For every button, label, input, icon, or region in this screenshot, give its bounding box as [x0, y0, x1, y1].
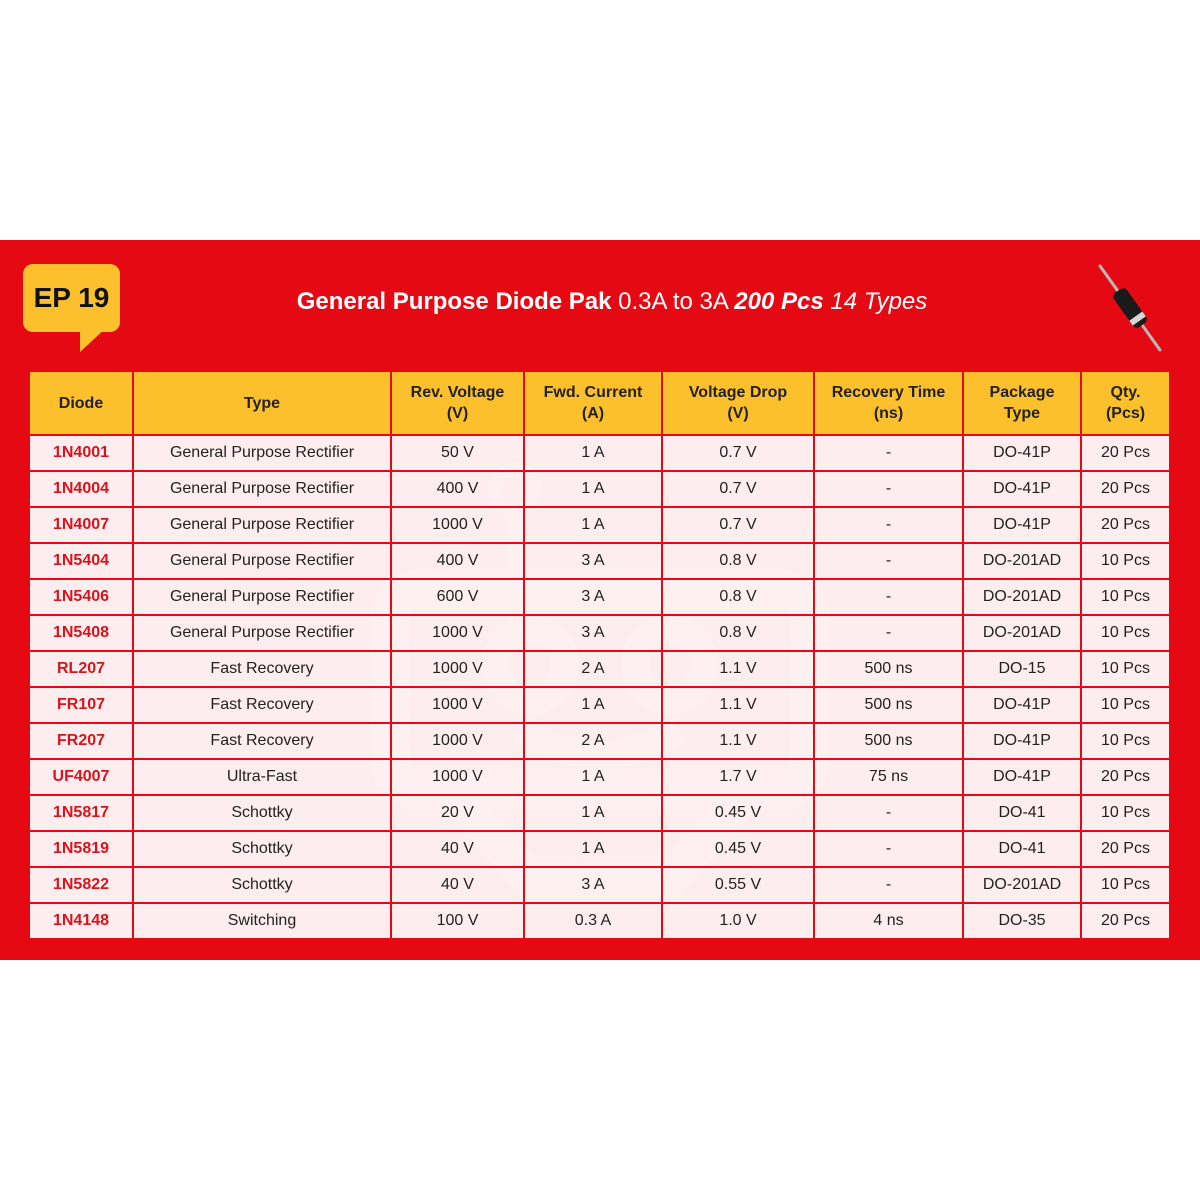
header-line-1: Type — [243, 394, 281, 412]
header-line-1: Rev. Voltage — [410, 384, 505, 401]
title-product-name: General Purpose Diode Pak — [296, 288, 612, 315]
voltage-drop-cell: 0.45 V — [662, 831, 814, 867]
voltage-drop-cell: 0.55 V — [662, 867, 814, 903]
diode-cell: FR207 — [29, 723, 133, 759]
table-row — [29, 687, 1170, 723]
diode-cell: 1N4004 — [29, 471, 133, 507]
fwd-current-cell: 1 A — [524, 759, 662, 795]
package-type-cell: DO-35 — [963, 903, 1081, 939]
diode-cell: RL207 — [29, 651, 133, 687]
recovery-time-cell: - — [814, 543, 963, 579]
package-type-cell: DO-41P — [963, 435, 1081, 471]
rev-voltage-cell: 400 V — [391, 471, 524, 507]
package-type-cell: DO-41P — [963, 471, 1081, 507]
rev-voltage-cell: 1000 V — [391, 759, 524, 795]
title-current-range: 0.3A to 3A — [611, 288, 735, 315]
header-line-2: (ns) — [873, 405, 904, 422]
voltage-drop-cell: 1.1 V — [662, 723, 814, 759]
qty-cell: 20 Pcs — [1081, 831, 1170, 867]
type-cell: General Purpose Rectifier — [133, 471, 391, 507]
table-row — [29, 435, 1170, 471]
fwd-current-cell: 3 A — [524, 579, 662, 615]
voltage-drop-cell: 1.0 V — [662, 903, 814, 939]
fwd-current-cell: 1 A — [524, 687, 662, 723]
voltage-drop-cell: 0.45 V — [662, 795, 814, 831]
type-cell: Schottky — [133, 795, 391, 831]
diode-cell: UF4007 — [29, 759, 133, 795]
recovery-time-cell: 4 ns — [814, 903, 963, 939]
fwd-current-cell: 1 A — [524, 471, 662, 507]
rev-voltage-cell: 1000 V — [391, 507, 524, 543]
qty-cell: 20 Pcs — [1081, 435, 1170, 471]
type-cell: General Purpose Rectifier — [133, 579, 391, 615]
table-row — [29, 867, 1170, 903]
type-cell: General Purpose Rectifier — [133, 615, 391, 651]
header-diode — [29, 371, 133, 435]
fwd-current-cell: 2 A — [524, 723, 662, 759]
fwd-current-cell: 3 A — [524, 615, 662, 651]
type-cell: General Purpose Rectifier — [133, 543, 391, 579]
table-row — [29, 507, 1170, 543]
table-row — [29, 795, 1170, 831]
voltage-drop-cell: 1.1 V — [662, 651, 814, 687]
diode-component-icon — [1092, 262, 1168, 354]
qty-cell: 20 Pcs — [1081, 759, 1170, 795]
table-row — [29, 651, 1170, 687]
package-type-cell: DO-201AD — [963, 579, 1081, 615]
rev-voltage-cell: 20 V — [391, 795, 524, 831]
diode-cell: 1N5404 — [29, 543, 133, 579]
fwd-current-cell: 0.3 A — [524, 903, 662, 939]
qty-cell: 10 Pcs — [1081, 795, 1170, 831]
voltage-drop-cell: 0.7 V — [662, 471, 814, 507]
recovery-time-cell: - — [814, 471, 963, 507]
voltage-drop-cell: 0.8 V — [662, 579, 814, 615]
recovery-time-cell: - — [814, 795, 963, 831]
qty-cell: 10 Pcs — [1081, 579, 1170, 615]
type-cell: Schottky — [133, 867, 391, 903]
qty-cell: 10 Pcs — [1081, 867, 1170, 903]
recovery-time-cell: 500 ns — [814, 723, 963, 759]
diode-cell: 1N5406 — [29, 579, 133, 615]
fwd-current-cell: 1 A — [524, 435, 662, 471]
type-cell: General Purpose Rectifier — [133, 507, 391, 543]
header-line-1: Package — [989, 384, 1055, 401]
rev-voltage-cell: 40 V — [391, 831, 524, 867]
rev-voltage-cell: 400 V — [391, 543, 524, 579]
qty-cell: 20 Pcs — [1081, 471, 1170, 507]
diode-cell: 1N5822 — [29, 867, 133, 903]
header-line-2: (Pcs) — [1105, 405, 1146, 422]
header-rev-voltage — [391, 371, 524, 435]
rev-voltage-cell: 600 V — [391, 579, 524, 615]
package-type-cell: DO-201AD — [963, 867, 1081, 903]
fwd-current-cell: 1 A — [524, 831, 662, 867]
rev-voltage-cell: 1000 V — [391, 687, 524, 723]
qty-cell: 20 Pcs — [1081, 507, 1170, 543]
fwd-current-cell: 3 A — [524, 543, 662, 579]
header-line-1: Qty. — [1110, 384, 1141, 401]
voltage-drop-cell: 0.7 V — [662, 435, 814, 471]
voltage-drop-cell: 0.8 V — [662, 615, 814, 651]
header-fwd-current — [524, 371, 662, 435]
header-line-1: Recovery Time — [831, 384, 946, 401]
header-package-type — [963, 371, 1081, 435]
table-row — [29, 723, 1170, 759]
header-line-2: (V) — [727, 405, 749, 422]
recovery-time-cell: - — [814, 867, 963, 903]
header-line-2: Type — [1003, 405, 1041, 422]
header-line-2: (A) — [581, 405, 605, 422]
table-row — [29, 903, 1170, 939]
type-cell: Fast Recovery — [133, 723, 391, 759]
recovery-time-cell: - — [814, 507, 963, 543]
type-cell: Fast Recovery — [133, 651, 391, 687]
header-voltage-drop — [662, 371, 814, 435]
fwd-current-cell: 3 A — [524, 867, 662, 903]
header-qty — [1081, 371, 1170, 435]
voltage-drop-cell: 0.7 V — [662, 507, 814, 543]
diode-cell: 1N5817 — [29, 795, 133, 831]
diode-cell: FR107 — [29, 687, 133, 723]
diode-cell: 1N4148 — [29, 903, 133, 939]
qty-cell: 10 Pcs — [1081, 651, 1170, 687]
header-line-2: (V) — [446, 405, 469, 422]
diode-cell: 1N4001 — [29, 435, 133, 471]
recovery-time-cell: - — [814, 579, 963, 615]
header-line-1: Voltage Drop — [688, 384, 788, 401]
recovery-time-cell: 500 ns — [814, 687, 963, 723]
recovery-time-cell: - — [814, 615, 963, 651]
package-type-cell: DO-41P — [963, 759, 1081, 795]
rev-voltage-cell: 1000 V — [391, 723, 524, 759]
package-type-cell: DO-201AD — [963, 615, 1081, 651]
table-header-row — [29, 371, 1170, 435]
header-line-1: Fwd. Current — [543, 384, 643, 401]
voltage-drop-cell: 1.7 V — [662, 759, 814, 795]
diode-cell: 1N5408 — [29, 615, 133, 651]
type-cell: Switching — [133, 903, 391, 939]
rev-voltage-cell: 1000 V — [391, 651, 524, 687]
fwd-current-cell: 2 A — [524, 651, 662, 687]
table-body — [29, 435, 1170, 939]
package-type-cell: DO-201AD — [963, 543, 1081, 579]
fwd-current-cell: 1 A — [524, 507, 662, 543]
qty-cell: 10 Pcs — [1081, 615, 1170, 651]
table-row — [29, 579, 1170, 615]
page-title — [140, 280, 1084, 324]
qty-cell: 20 Pcs — [1081, 903, 1170, 939]
table-row — [29, 615, 1170, 651]
title-type-count: 14 Types — [823, 288, 928, 315]
qty-cell: 10 Pcs — [1081, 687, 1170, 723]
rev-voltage-cell: 100 V — [391, 903, 524, 939]
package-type-cell: DO-41 — [963, 831, 1081, 867]
package-type-cell: DO-41P — [963, 687, 1081, 723]
diode-cell: 1N4007 — [29, 507, 133, 543]
qty-cell: 10 Pcs — [1081, 723, 1170, 759]
rev-voltage-cell: 50 V — [391, 435, 524, 471]
qty-cell: 10 Pcs — [1081, 543, 1170, 579]
header-line-1: Diode — [58, 394, 104, 412]
rev-voltage-cell: 1000 V — [391, 615, 524, 651]
fwd-current-cell: 1 A — [524, 795, 662, 831]
header-recovery-time — [814, 371, 963, 435]
type-cell: Ultra-Fast — [133, 759, 391, 795]
episode-badge-label: EP 19 — [33, 282, 110, 313]
type-cell: Fast Recovery — [133, 687, 391, 723]
recovery-time-cell: 75 ns — [814, 759, 963, 795]
table-row — [29, 759, 1170, 795]
type-cell: General Purpose Rectifier — [133, 435, 391, 471]
table-row — [29, 471, 1170, 507]
voltage-drop-cell: 1.1 V — [662, 687, 814, 723]
type-cell: Schottky — [133, 831, 391, 867]
recovery-time-cell: 500 ns — [814, 651, 963, 687]
package-type-cell: DO-41P — [963, 723, 1081, 759]
package-type-cell: DO-41P — [963, 507, 1081, 543]
title-piece-count: 200 Pcs — [734, 288, 824, 315]
package-type-cell: DO-41 — [963, 795, 1081, 831]
diode-spec-table — [28, 370, 1169, 936]
header-type — [133, 371, 391, 435]
rev-voltage-cell: 40 V — [391, 867, 524, 903]
table-row — [29, 831, 1170, 867]
package-type-cell: DO-15 — [963, 651, 1081, 687]
recovery-time-cell: - — [814, 435, 963, 471]
recovery-time-cell: - — [814, 831, 963, 867]
table-row — [29, 543, 1170, 579]
spec-table — [28, 370, 1171, 940]
diode-cell: 1N5819 — [29, 831, 133, 867]
voltage-drop-cell: 0.8 V — [662, 543, 814, 579]
